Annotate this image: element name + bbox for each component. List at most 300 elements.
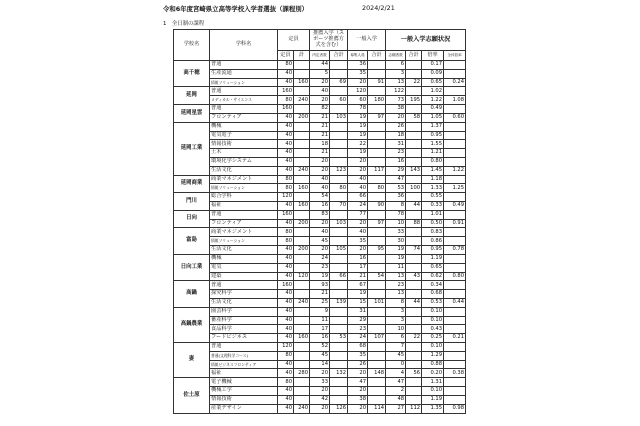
- cell-rec-total: [330, 307, 348, 316]
- department-name: メディカル・サイエンス: [210, 96, 278, 105]
- cell-rec: 19: [310, 272, 330, 281]
- table-row: [174, 87, 466, 96]
- cell-quota: 80: [278, 378, 294, 387]
- cell-quota: 40: [278, 263, 294, 272]
- cell-ratio: 0.55: [422, 193, 444, 202]
- department-name: フードビジネス: [210, 334, 278, 343]
- cell-gen-total: 148: [368, 369, 386, 378]
- cell-gen-total: [368, 351, 386, 360]
- cell-app-total: [406, 140, 422, 149]
- cell-gen-total: 117: [368, 166, 386, 175]
- cell-app-total: 22: [406, 78, 422, 87]
- department-name: 電気電子: [210, 131, 278, 140]
- cell-gen: 20: [348, 246, 368, 255]
- col-general-total: 合計: [368, 51, 386, 61]
- cell-gen-total: [368, 69, 386, 78]
- cell-quota: 40: [278, 254, 294, 263]
- cell-rec-total: [330, 61, 348, 70]
- cell-gen-total: 95: [368, 246, 386, 255]
- cell-school-ratio: [444, 307, 466, 316]
- cell-app: 4: [386, 369, 406, 378]
- cell-gen: 35: [348, 237, 368, 246]
- cell-rec: 52: [310, 343, 330, 352]
- cell-rec-total: 126: [330, 404, 348, 413]
- cell-quota-total: [294, 228, 310, 237]
- cell-quota: 40: [278, 202, 294, 211]
- cell-quota: 80: [278, 96, 294, 105]
- cell-quota-total: [294, 157, 310, 166]
- cell-quota-total: [294, 360, 310, 369]
- cell-quota: 40: [278, 131, 294, 140]
- department-name: 生活文化: [210, 246, 278, 255]
- cell-app: 33: [386, 228, 406, 237]
- cell-quota: 40: [278, 360, 294, 369]
- cell-school-ratio: 0.49: [444, 202, 466, 211]
- cell-quota-total: [294, 395, 310, 404]
- cell-quota: 120: [278, 343, 294, 352]
- cell-app: 78: [386, 210, 406, 219]
- cell-school-ratio: 0.80: [444, 272, 466, 281]
- cell-rec: 20: [310, 246, 330, 255]
- cell-gen: 20: [348, 166, 368, 175]
- cell-quota: 40: [278, 157, 294, 166]
- cell-app: 30: [386, 237, 406, 246]
- cell-ratio: 1.22: [422, 96, 444, 105]
- cell-app: 48: [386, 395, 406, 404]
- cell-ratio: 0.88: [422, 360, 444, 369]
- cell-ratio: 0.95: [422, 246, 444, 255]
- cell-rec: 45: [310, 351, 330, 360]
- table-row: [174, 272, 466, 281]
- cell-school-ratio: [444, 193, 466, 202]
- cell-rec-total: [330, 360, 348, 369]
- cell-quota-total: [294, 316, 310, 325]
- cell-school-ratio: [444, 360, 466, 369]
- cell-app-total: [406, 157, 422, 166]
- department-name: フロンティア: [210, 113, 278, 122]
- cell-app-total: [406, 193, 422, 202]
- cell-gen-total: [368, 325, 386, 334]
- cell-rec: 20: [310, 219, 330, 228]
- cell-quota: 40: [278, 166, 294, 175]
- cell-app: 10: [386, 219, 406, 228]
- cell-quota: 40: [278, 307, 294, 316]
- cell-app: 27: [386, 404, 406, 413]
- cell-rec: 20: [310, 78, 330, 87]
- cell-rec-total: [330, 351, 348, 360]
- cell-quota-total: [294, 290, 310, 299]
- cell-quota: 80: [278, 184, 294, 193]
- department-name: 情報技術: [210, 395, 278, 404]
- cell-rec-total: [330, 290, 348, 299]
- cell-school-ratio: [444, 263, 466, 272]
- cell-gen: 17: [348, 263, 368, 272]
- department-name: 普通: [210, 105, 278, 114]
- cell-ratio: 1.19: [422, 395, 444, 404]
- cell-quota: 40: [278, 122, 294, 131]
- cell-quota-total: 240: [294, 298, 310, 307]
- cell-rec: 33: [310, 378, 330, 387]
- cell-app-total: 88: [406, 219, 422, 228]
- cell-quota-total: [294, 237, 310, 246]
- cell-ratio: 1.45: [422, 166, 444, 175]
- cell-app-total: [406, 316, 422, 325]
- cell-school-ratio: 1.22: [444, 166, 466, 175]
- cell-gen: 60: [348, 96, 368, 105]
- cell-gen: 120: [348, 87, 368, 96]
- table-row: [174, 316, 466, 325]
- cell-app-total: [406, 325, 422, 334]
- col-quota: 定員: [278, 30, 310, 51]
- cell-app-total: 112: [406, 404, 422, 413]
- cell-gen: 40: [348, 175, 368, 184]
- cell-rec-total: 139: [330, 298, 348, 307]
- department-name: 産業デザイン: [210, 404, 278, 413]
- cell-app-total: 22: [406, 334, 422, 343]
- cell-app: 19: [386, 254, 406, 263]
- cell-rec: 20: [310, 387, 330, 396]
- cell-quota-total: [294, 387, 310, 396]
- cell-gen-total: [368, 307, 386, 316]
- cell-app: 53: [386, 184, 406, 193]
- cell-rec: 40: [310, 175, 330, 184]
- cell-school-ratio: [444, 122, 466, 131]
- cell-app-total: [406, 210, 422, 219]
- school-name: 高鍋農業: [174, 307, 210, 342]
- cell-quota-total: [294, 87, 310, 96]
- school-name: 門川: [174, 193, 210, 211]
- cell-ratio: 0.68: [422, 290, 444, 299]
- col-dept: 学科名: [210, 30, 278, 61]
- cell-app-total: [406, 281, 422, 290]
- table-row: [174, 325, 466, 334]
- cell-rec-total: [330, 193, 348, 202]
- cell-school-ratio: [444, 69, 466, 78]
- cell-app-total: [406, 87, 422, 96]
- cell-school-ratio: [444, 105, 466, 114]
- cell-gen: 20: [348, 387, 368, 396]
- table-row: [174, 193, 466, 202]
- cell-app: 122: [386, 87, 406, 96]
- cell-school-ratio: [444, 395, 466, 404]
- cell-gen-total: [368, 61, 386, 70]
- cell-quota-total: [294, 254, 310, 263]
- department-name: 機械工学: [210, 387, 278, 396]
- table-row: [174, 219, 466, 228]
- cell-ratio: 0.10: [422, 316, 444, 325]
- col-application-total: 合計: [406, 51, 422, 61]
- cell-rec: 20: [310, 166, 330, 175]
- cell-gen: 35: [348, 351, 368, 360]
- cell-rec: 23: [310, 263, 330, 272]
- cell-app: 10: [386, 325, 406, 334]
- department-name: 生活文化: [210, 298, 278, 307]
- cell-gen-total: 54: [368, 272, 386, 281]
- cell-rec: 93: [310, 281, 330, 290]
- cell-app-total: [406, 69, 422, 78]
- school-name: 延岡商業: [174, 175, 210, 193]
- cell-rec: 25: [310, 298, 330, 307]
- cell-rec-total: 103: [330, 219, 348, 228]
- cell-rec: 83: [310, 210, 330, 219]
- cell-gen-total: [368, 316, 386, 325]
- cell-rec: 21: [310, 122, 330, 131]
- cell-rec-total: [330, 395, 348, 404]
- department-name: 畜産科学: [210, 316, 278, 325]
- cell-gen: 40: [348, 228, 368, 237]
- cell-school-ratio: [444, 378, 466, 387]
- cell-quota: 40: [278, 316, 294, 325]
- col-recommend-total: 合計: [330, 51, 348, 61]
- cell-quota-total: 280: [294, 369, 310, 378]
- cell-quota-total: 160: [294, 78, 310, 87]
- cell-app: 31: [386, 140, 406, 149]
- cell-gen-total: 107: [368, 334, 386, 343]
- table-row: [174, 149, 466, 158]
- department-name: 福祉: [210, 202, 278, 211]
- cell-quota-total: 200: [294, 246, 310, 255]
- cell-gen-total: [368, 263, 386, 272]
- cell-ratio: 0.43: [422, 325, 444, 334]
- cell-quota: 160: [278, 105, 294, 114]
- cell-rec-total: [330, 131, 348, 140]
- cell-app: 20: [386, 113, 406, 122]
- school-name: 延岡工業: [174, 122, 210, 175]
- table-row: [174, 166, 466, 175]
- cell-app-total: 58: [406, 113, 422, 122]
- cell-rec: 21: [310, 149, 330, 158]
- cell-gen: 20: [348, 78, 368, 87]
- cell-rec: 42: [310, 395, 330, 404]
- cell-ratio: 0.10: [422, 343, 444, 352]
- cell-gen: 19: [348, 290, 368, 299]
- table-row: [174, 254, 466, 263]
- cell-app-total: 44: [406, 202, 422, 211]
- cell-gen-total: [368, 378, 386, 387]
- cell-app: 8: [386, 298, 406, 307]
- department-name: フロンティア: [210, 219, 278, 228]
- col-application-count: 志願者数: [386, 51, 406, 61]
- department-name: 普通: [210, 281, 278, 290]
- cell-gen-total: 90: [368, 202, 386, 211]
- cell-app: 3: [386, 69, 406, 78]
- cell-school-ratio: [444, 343, 466, 352]
- cell-rec-total: [330, 157, 348, 166]
- table-row: [174, 290, 466, 299]
- cell-school-ratio: [444, 237, 466, 246]
- cell-gen-total: [368, 105, 386, 114]
- cell-quota-total: 200: [294, 113, 310, 122]
- cell-rec-total: [330, 87, 348, 96]
- document-date: 2024/2/21: [362, 4, 395, 12]
- table-row: [174, 404, 466, 413]
- table-row: [174, 343, 466, 352]
- department-name: 機械: [210, 122, 278, 131]
- cell-rec: 40: [310, 87, 330, 96]
- cell-rec-total: [330, 281, 348, 290]
- col-school: 学校名: [174, 30, 210, 61]
- cell-app-total: [406, 290, 422, 299]
- cell-rec-total: [330, 69, 348, 78]
- cell-app: 13: [386, 272, 406, 281]
- cell-rec-total: [330, 325, 348, 334]
- cell-quota-total: [294, 175, 310, 184]
- table-row: [174, 78, 466, 87]
- table-row: [174, 281, 466, 290]
- cell-app-total: 100: [406, 184, 422, 193]
- col-ratio: 倍率: [422, 51, 444, 61]
- cell-quota: 80: [278, 228, 294, 237]
- cell-school-ratio: [444, 254, 466, 263]
- cell-ratio: 0.10: [422, 387, 444, 396]
- cell-quota: 160: [278, 281, 294, 290]
- table-row: [174, 210, 466, 219]
- table-row: [174, 334, 466, 343]
- table-row: [174, 369, 466, 378]
- cell-rec: 45: [310, 237, 330, 246]
- cell-rec-total: [330, 122, 348, 131]
- cell-app: 73: [386, 96, 406, 105]
- cell-school-ratio: [444, 325, 466, 334]
- cell-app-total: 143: [406, 166, 422, 175]
- table-row: [174, 69, 466, 78]
- department-name: 普通(文理科学コース): [210, 351, 278, 360]
- cell-rec-total: 103: [330, 113, 348, 122]
- cell-app: 13: [386, 78, 406, 87]
- cell-quota: 40: [278, 272, 294, 281]
- cell-app-total: [406, 351, 422, 360]
- table-row: [174, 387, 466, 396]
- school-name: 高千穂: [174, 61, 210, 87]
- header-row-1: [174, 30, 466, 51]
- cell-school-ratio: [444, 131, 466, 140]
- cell-app-total: [406, 343, 422, 352]
- cell-rec: 9: [310, 307, 330, 316]
- cell-gen: 19: [348, 131, 368, 140]
- cell-ratio: 0.10: [422, 307, 444, 316]
- cell-app: 36: [386, 193, 406, 202]
- cell-gen-total: [368, 140, 386, 149]
- cell-gen: 47: [348, 378, 368, 387]
- table-body: [174, 61, 466, 414]
- cell-app: 6: [386, 334, 406, 343]
- table-row: [174, 360, 466, 369]
- cell-rec: 24: [310, 254, 330, 263]
- cell-school-ratio: [444, 149, 466, 158]
- cell-gen: 77: [348, 210, 368, 219]
- cell-rec-total: 60: [330, 96, 348, 105]
- cell-ratio: 1.18: [422, 175, 444, 184]
- cell-gen-total: [368, 157, 386, 166]
- cell-ratio: 0.33: [422, 202, 444, 211]
- cell-gen-total: 101: [368, 298, 386, 307]
- cell-rec-total: [330, 228, 348, 237]
- table-row: [174, 61, 466, 70]
- department-name: 福祉: [210, 369, 278, 378]
- cell-app: 0: [386, 360, 406, 369]
- cell-ratio: 0.34: [422, 281, 444, 290]
- cell-app: 23: [386, 281, 406, 290]
- cell-quota-total: 240: [294, 404, 310, 413]
- department-name: 普通: [210, 87, 278, 96]
- cell-app-total: [406, 254, 422, 263]
- cell-app: 38: [386, 105, 406, 114]
- cell-quota: 40: [278, 387, 294, 396]
- school-name: 日向工業: [174, 254, 210, 280]
- cell-rec-total: 70: [330, 202, 348, 211]
- cell-school-ratio: 0.91: [444, 219, 466, 228]
- cell-app-total: [406, 149, 422, 158]
- school-name: 延岡星雲: [174, 105, 210, 123]
- cell-school-ratio: 0.78: [444, 246, 466, 255]
- cell-quota: 40: [278, 113, 294, 122]
- table-row: [174, 113, 466, 122]
- cell-quota: 40: [278, 69, 294, 78]
- cell-school-ratio: 0.24: [444, 78, 466, 87]
- cell-app-total: 44: [406, 298, 422, 307]
- cell-app: 18: [386, 131, 406, 140]
- cell-quota: 160: [278, 210, 294, 219]
- cell-rec: 16: [310, 334, 330, 343]
- cell-gen: 19: [348, 122, 368, 131]
- department-name: 情報ソリューション: [210, 184, 278, 193]
- cell-rec-total: 105: [330, 246, 348, 255]
- cell-quota-total: [294, 193, 310, 202]
- cell-ratio: 0.17: [422, 61, 444, 70]
- cell-rec: 18: [310, 140, 330, 149]
- cell-rec: 17: [310, 325, 330, 334]
- cell-quota: 40: [278, 219, 294, 228]
- table-row: [174, 351, 466, 360]
- cell-school-ratio: [444, 281, 466, 290]
- cell-rec: 20: [310, 157, 330, 166]
- school-name: 日向: [174, 210, 210, 228]
- document-title: 令和6年度宮崎県立高等学校入学者選抜（課程別）: [163, 5, 309, 13]
- cell-rec: 16: [310, 202, 330, 211]
- cell-rec-total: [330, 378, 348, 387]
- cell-school-ratio: [444, 87, 466, 96]
- cell-gen: 36: [348, 61, 368, 70]
- cell-gen: 29: [348, 316, 368, 325]
- cell-app: 2: [386, 387, 406, 396]
- cell-app-total: [406, 307, 422, 316]
- cell-app: 8: [386, 202, 406, 211]
- cell-gen: 66: [348, 193, 368, 202]
- cell-gen-total: [368, 237, 386, 246]
- cell-gen: 40: [348, 184, 368, 193]
- cell-quota-total: [294, 351, 310, 360]
- cell-quota: 80: [278, 61, 294, 70]
- table-row: [174, 395, 466, 404]
- cell-ratio: 1.05: [422, 113, 444, 122]
- cell-rec-total: [330, 316, 348, 325]
- cell-quota-total: [294, 69, 310, 78]
- cell-rec-total: 66: [330, 272, 348, 281]
- cell-gen: 31: [348, 307, 368, 316]
- cell-ratio: 1.02: [422, 87, 444, 96]
- department-name: 情報技術: [210, 140, 278, 149]
- cell-gen: 24: [348, 334, 368, 343]
- cell-gen: 16: [348, 254, 368, 263]
- cell-app: 45: [386, 351, 406, 360]
- cell-quota-total: [294, 122, 310, 131]
- table-row: [174, 228, 466, 237]
- school-name: 高鍋: [174, 281, 210, 307]
- cell-gen: 78: [348, 105, 368, 114]
- cell-gen-total: [368, 290, 386, 299]
- department-name: 情報ソリューション: [210, 78, 278, 87]
- cell-quota-total: [294, 149, 310, 158]
